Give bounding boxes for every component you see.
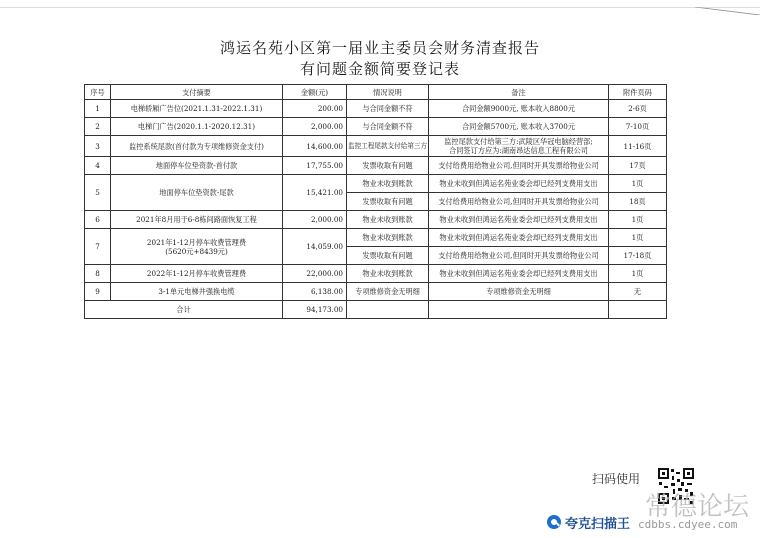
cell-no: 5: [85, 175, 111, 211]
cell-situation: 物业未收到账款: [347, 211, 429, 229]
scanner-logo-icon: [546, 514, 562, 530]
cell-note: 专项维修资金无明细: [429, 283, 609, 301]
cell-situation: 发票收取有问题: [347, 157, 429, 175]
cell-amount: 200.00: [283, 100, 347, 118]
cell-note: 合同金额9000元, 账本收入8800元: [429, 100, 609, 118]
cell-summary: 电梯门广告(2020.1.1-2020.12.31): [111, 118, 283, 136]
cell-amount: 2,000.00: [283, 211, 347, 229]
cell-summary: [111, 229, 283, 265]
cell-note-line: 监控尾款支付给第三方:武陵区华冠电脑经营部;: [444, 137, 593, 146]
cell-pages: 17-18页: [609, 247, 667, 265]
cell-summary: 2021年8月用于6-8栋间路面恢复工程: [111, 211, 283, 229]
cell-no: 1: [85, 100, 111, 118]
table-total-row: [85, 301, 667, 319]
total-amount: 94,173.00: [283, 301, 347, 319]
cell-summary: 3-1单元电梯井强换电缆: [111, 283, 283, 301]
cell-summary: 电梯轿厢广告位(2021.1.31-2022.1.31): [111, 100, 283, 118]
cell-summary-line: (5620元+8439元): [165, 246, 228, 256]
cell-pages: 17页: [609, 157, 667, 175]
cell-pages: 2-6页: [609, 100, 667, 118]
cell-summary: 监控系统尾款(首付款为专项维修资金支付): [111, 136, 283, 157]
cell-no: 3: [85, 136, 111, 157]
cell-amount: 2,000.00: [283, 118, 347, 136]
forum-url-watermark: cdbbs.cdyee.com: [638, 518, 738, 531]
cell-summary: 地面停车位垫资款-尾款: [111, 175, 283, 211]
cell-situation: 与合同金额不符: [347, 118, 429, 136]
cell-pages: 7-10页: [609, 118, 667, 136]
cell-note: 物业未收到但鸿运名苑业委会却已经列支费用支出: [429, 175, 609, 193]
header-summary: 支付摘要: [111, 85, 283, 100]
header-pages: 附件页码: [609, 85, 667, 100]
cell-empty: [429, 301, 609, 319]
header-amount: 金额(元): [283, 85, 347, 100]
cell-situation: 监控工程尾款支付给第三方: [347, 136, 429, 157]
cell-no: 2: [85, 118, 111, 136]
scanner-brand-label: 夸克扫描王: [565, 517, 631, 532]
cell-note: 支付给费用给物业公司,但同时开具发票给物业公司: [429, 157, 609, 175]
cell-note: 支付给费用给物业公司,但同时开具发票给物业公司: [429, 247, 609, 265]
header-situation: 情况说明: [347, 85, 429, 100]
cell-situation: 与合同金额不符: [347, 100, 429, 118]
table-row: [85, 265, 667, 283]
cell-situation: 发票收取有问题: [347, 247, 429, 265]
cell-no: 8: [85, 265, 111, 283]
cell-note: 支付给费用给物业公司,但同时开具发票给物业公司: [429, 193, 609, 211]
cell-empty: [609, 301, 667, 319]
cell-no: 4: [85, 157, 111, 175]
cell-note: 物业未收到但鸿运名苑业委会却已经列支费用支出: [429, 265, 609, 283]
table-row: [85, 229, 667, 247]
cell-pages: 1页: [609, 229, 667, 247]
cell-no: 6: [85, 211, 111, 229]
cell-no: 9: [85, 283, 111, 301]
cell-pages: 无: [609, 283, 667, 301]
table-row: [85, 211, 667, 229]
table-row: [85, 118, 667, 136]
table-row: [85, 283, 667, 301]
header-note: 备注: [429, 85, 609, 100]
cell-pages: 1页: [609, 211, 667, 229]
cell-pages: 11-16页: [609, 136, 667, 157]
cell-situation: 物业未收到账款: [347, 265, 429, 283]
table-row: [85, 157, 667, 175]
forum-watermark: 常德论坛: [645, 492, 750, 522]
page-top-border: [0, 0, 760, 8]
cell-pages: 1页: [609, 175, 667, 193]
cell-note: 物业未收到但鸿运名苑业委会却已经列支费用支出: [429, 229, 609, 247]
cell-empty: [347, 301, 429, 319]
cell-note: 合同金额5700元, 账本收入3700元: [429, 118, 609, 136]
document-title: 鸿运名苑小区第一届业主委员会财务清查报告: [219, 39, 540, 57]
cell-amount: 14,059.00: [283, 229, 347, 265]
cell-summary: 地面停车位垫资款-首付款: [111, 157, 283, 175]
table-row: [85, 175, 667, 193]
cell-amount: 15,421.00: [283, 175, 347, 211]
cell-situation: 物业未收到账款: [347, 229, 429, 247]
cell-amount: 6,138.00: [283, 283, 347, 301]
cell-amount: 14,600.00: [283, 136, 347, 157]
table-row: [85, 136, 667, 157]
cell-summary-line: 2021年1-12月停车收费管理费: [146, 237, 247, 247]
cell-pages: 18页: [609, 193, 667, 211]
cell-situation: 物业未收到账款: [347, 175, 429, 193]
cell-situation: 发票收取有问题: [347, 193, 429, 211]
table-header-row: [85, 85, 667, 100]
cell-no: 7: [85, 229, 111, 265]
cell-amount: 22,000.00: [283, 265, 347, 283]
cell-note-line: 合同签订方应为:湖南昂达信息工程有限公司: [449, 146, 588, 155]
scan-to-use-label: 扫码使用: [592, 472, 641, 486]
cell-amount: 17,755.00: [283, 157, 347, 175]
header-no: 序号: [85, 85, 111, 100]
cell-summary: 2022年1-12月停车收费管理费: [111, 265, 283, 283]
cell-note: [429, 136, 609, 157]
cell-pages: 1页: [609, 265, 667, 283]
cell-note: 物业未收到但鸿运名苑业委会却已经列支费用支出: [429, 211, 609, 229]
cell-situation: 专项维修资金无明细: [347, 283, 429, 301]
problem-amount-table: [84, 84, 667, 319]
total-label: 合计: [85, 301, 283, 319]
table-row: [85, 100, 667, 118]
document-subtitle: 有问题金额简要登记表: [299, 60, 460, 78]
